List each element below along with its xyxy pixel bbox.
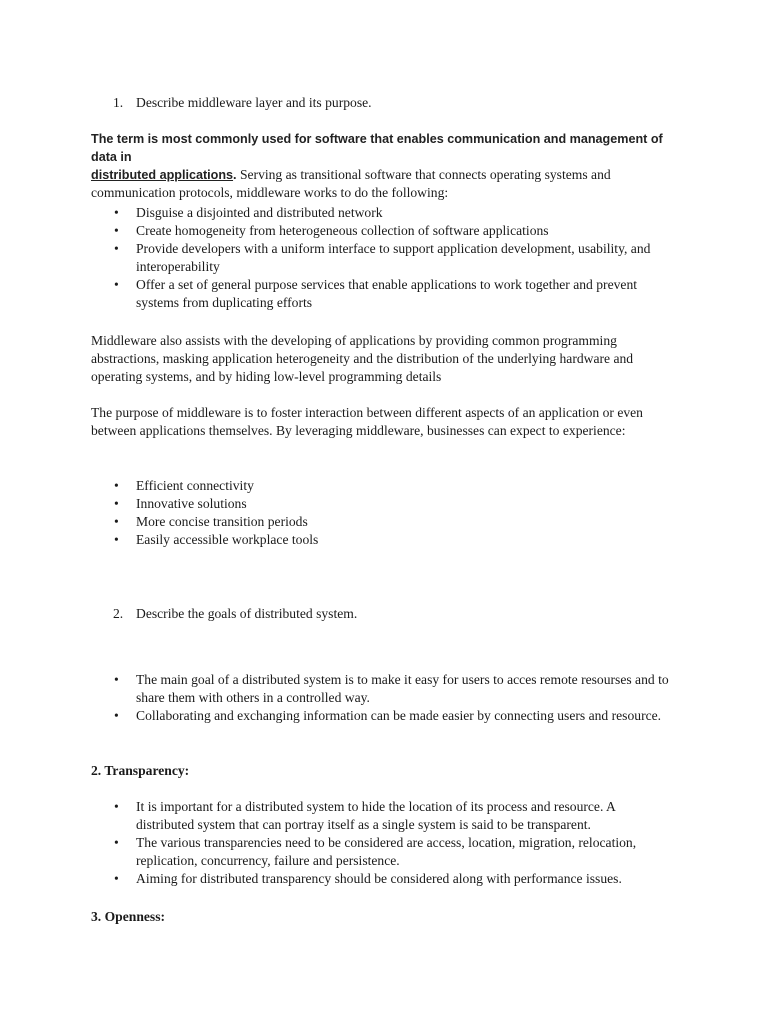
list-item-text: More concise transition periods	[136, 514, 308, 529]
intro-rest-text: Serving as transitional software that connects operating systems and communication protocols, middleware works to do the following:	[91, 167, 611, 200]
list-item	[0, 276, 676, 312]
question-2	[113, 605, 673, 623]
list-item-text: It is important for a distributed system to hide the location of its process and resource. A distributed system that can portray itself as a single system is said to be transparent.	[136, 799, 616, 832]
list-item-text: Innovative solutions	[136, 496, 247, 511]
intro-bold-text: The term is most commonly used for software that enables communication and management of data in	[91, 132, 663, 164]
intro-paragraph	[91, 130, 681, 202]
bullet-icon: •	[114, 799, 119, 814]
bullet-icon: •	[114, 514, 119, 529]
list-item	[0, 671, 676, 707]
question-1-text: Describe middleware layer and its purpose.	[136, 95, 372, 110]
question-2-number: 2.	[113, 606, 124, 621]
middleware-assists-paragraph: Middleware also assists with the developing of applications by providing common programming abstractions, masking application heterogeneity and the distribution of the underlying hardware and operating systems, and by hiding low-level programming details	[91, 333, 634, 384]
distributed-applications-link[interactable]: distributed applications	[91, 168, 234, 182]
bullet-icon: •	[114, 532, 119, 547]
transparency-heading: 2. Transparency:	[91, 763, 190, 778]
list-item	[0, 707, 676, 725]
question-2-text: Describe the goals of distributed system.	[136, 606, 358, 621]
list-item-text: The main goal of a distributed system is to make it easy for users to acces remote resourses and to share them with others in a controlled way.	[136, 672, 669, 705]
bullet-icon: •	[114, 223, 119, 238]
question-1	[113, 94, 673, 112]
bullet-icon: •	[114, 277, 119, 292]
list-item-text: Offer a set of general purpose services that enable applications to work together and prevent systems from duplicating efforts	[136, 277, 638, 310]
list-item-text: Collaborating and exchanging information can be made easier by connecting users and resource.	[136, 708, 662, 723]
bullet-icon: •	[114, 496, 119, 511]
list-item	[0, 531, 676, 549]
bullet-icon: •	[114, 672, 119, 687]
bullet-icon: •	[114, 708, 119, 723]
middleware-purpose-paragraph: The purpose of middleware is to foster interaction between different aspects of an application or even between applications themselves. By leveraging middleware, businesses can expect to experience:	[91, 405, 643, 438]
list-item	[0, 222, 676, 240]
list-item	[0, 513, 676, 531]
transparency-list	[0, 798, 690, 888]
bullet-icon: •	[114, 835, 119, 850]
middleware-benefits-list	[0, 477, 690, 549]
list-item	[0, 204, 676, 222]
bullet-icon: •	[114, 241, 119, 256]
middleware-functions-list	[0, 204, 690, 312]
list-item	[0, 495, 676, 513]
list-item	[0, 477, 676, 495]
question-1-number: 1.	[113, 95, 124, 110]
distributed-goals-list	[0, 671, 690, 725]
list-item-text: Easily accessible workplace tools	[136, 532, 319, 547]
list-item-text: Create homogeneity from heterogeneous collection of software applications	[136, 223, 549, 238]
bullet-icon: •	[114, 205, 119, 220]
list-item-text: Disguise a disjointed and distributed network	[136, 205, 383, 220]
bullet-icon: •	[114, 871, 119, 886]
list-item	[0, 240, 676, 276]
list-item	[0, 798, 676, 834]
list-item-text: Provide developers with a uniform interface to support application development, usability, and interoperability	[136, 241, 651, 274]
bullet-icon: •	[114, 478, 119, 493]
list-item-text: Efficient connectivity	[136, 478, 254, 493]
list-item-text: Aiming for distributed transparency should be considered along with performance issues.	[136, 871, 622, 886]
intro-bold-period: .	[233, 168, 237, 182]
openness-heading: 3. Openness:	[91, 909, 166, 924]
list-item-text: The various transparencies need to be considered are access, location, migration, relocation, replication, concurrency, failure and persistence.	[136, 835, 637, 868]
list-item	[0, 834, 676, 870]
list-item	[0, 870, 676, 888]
